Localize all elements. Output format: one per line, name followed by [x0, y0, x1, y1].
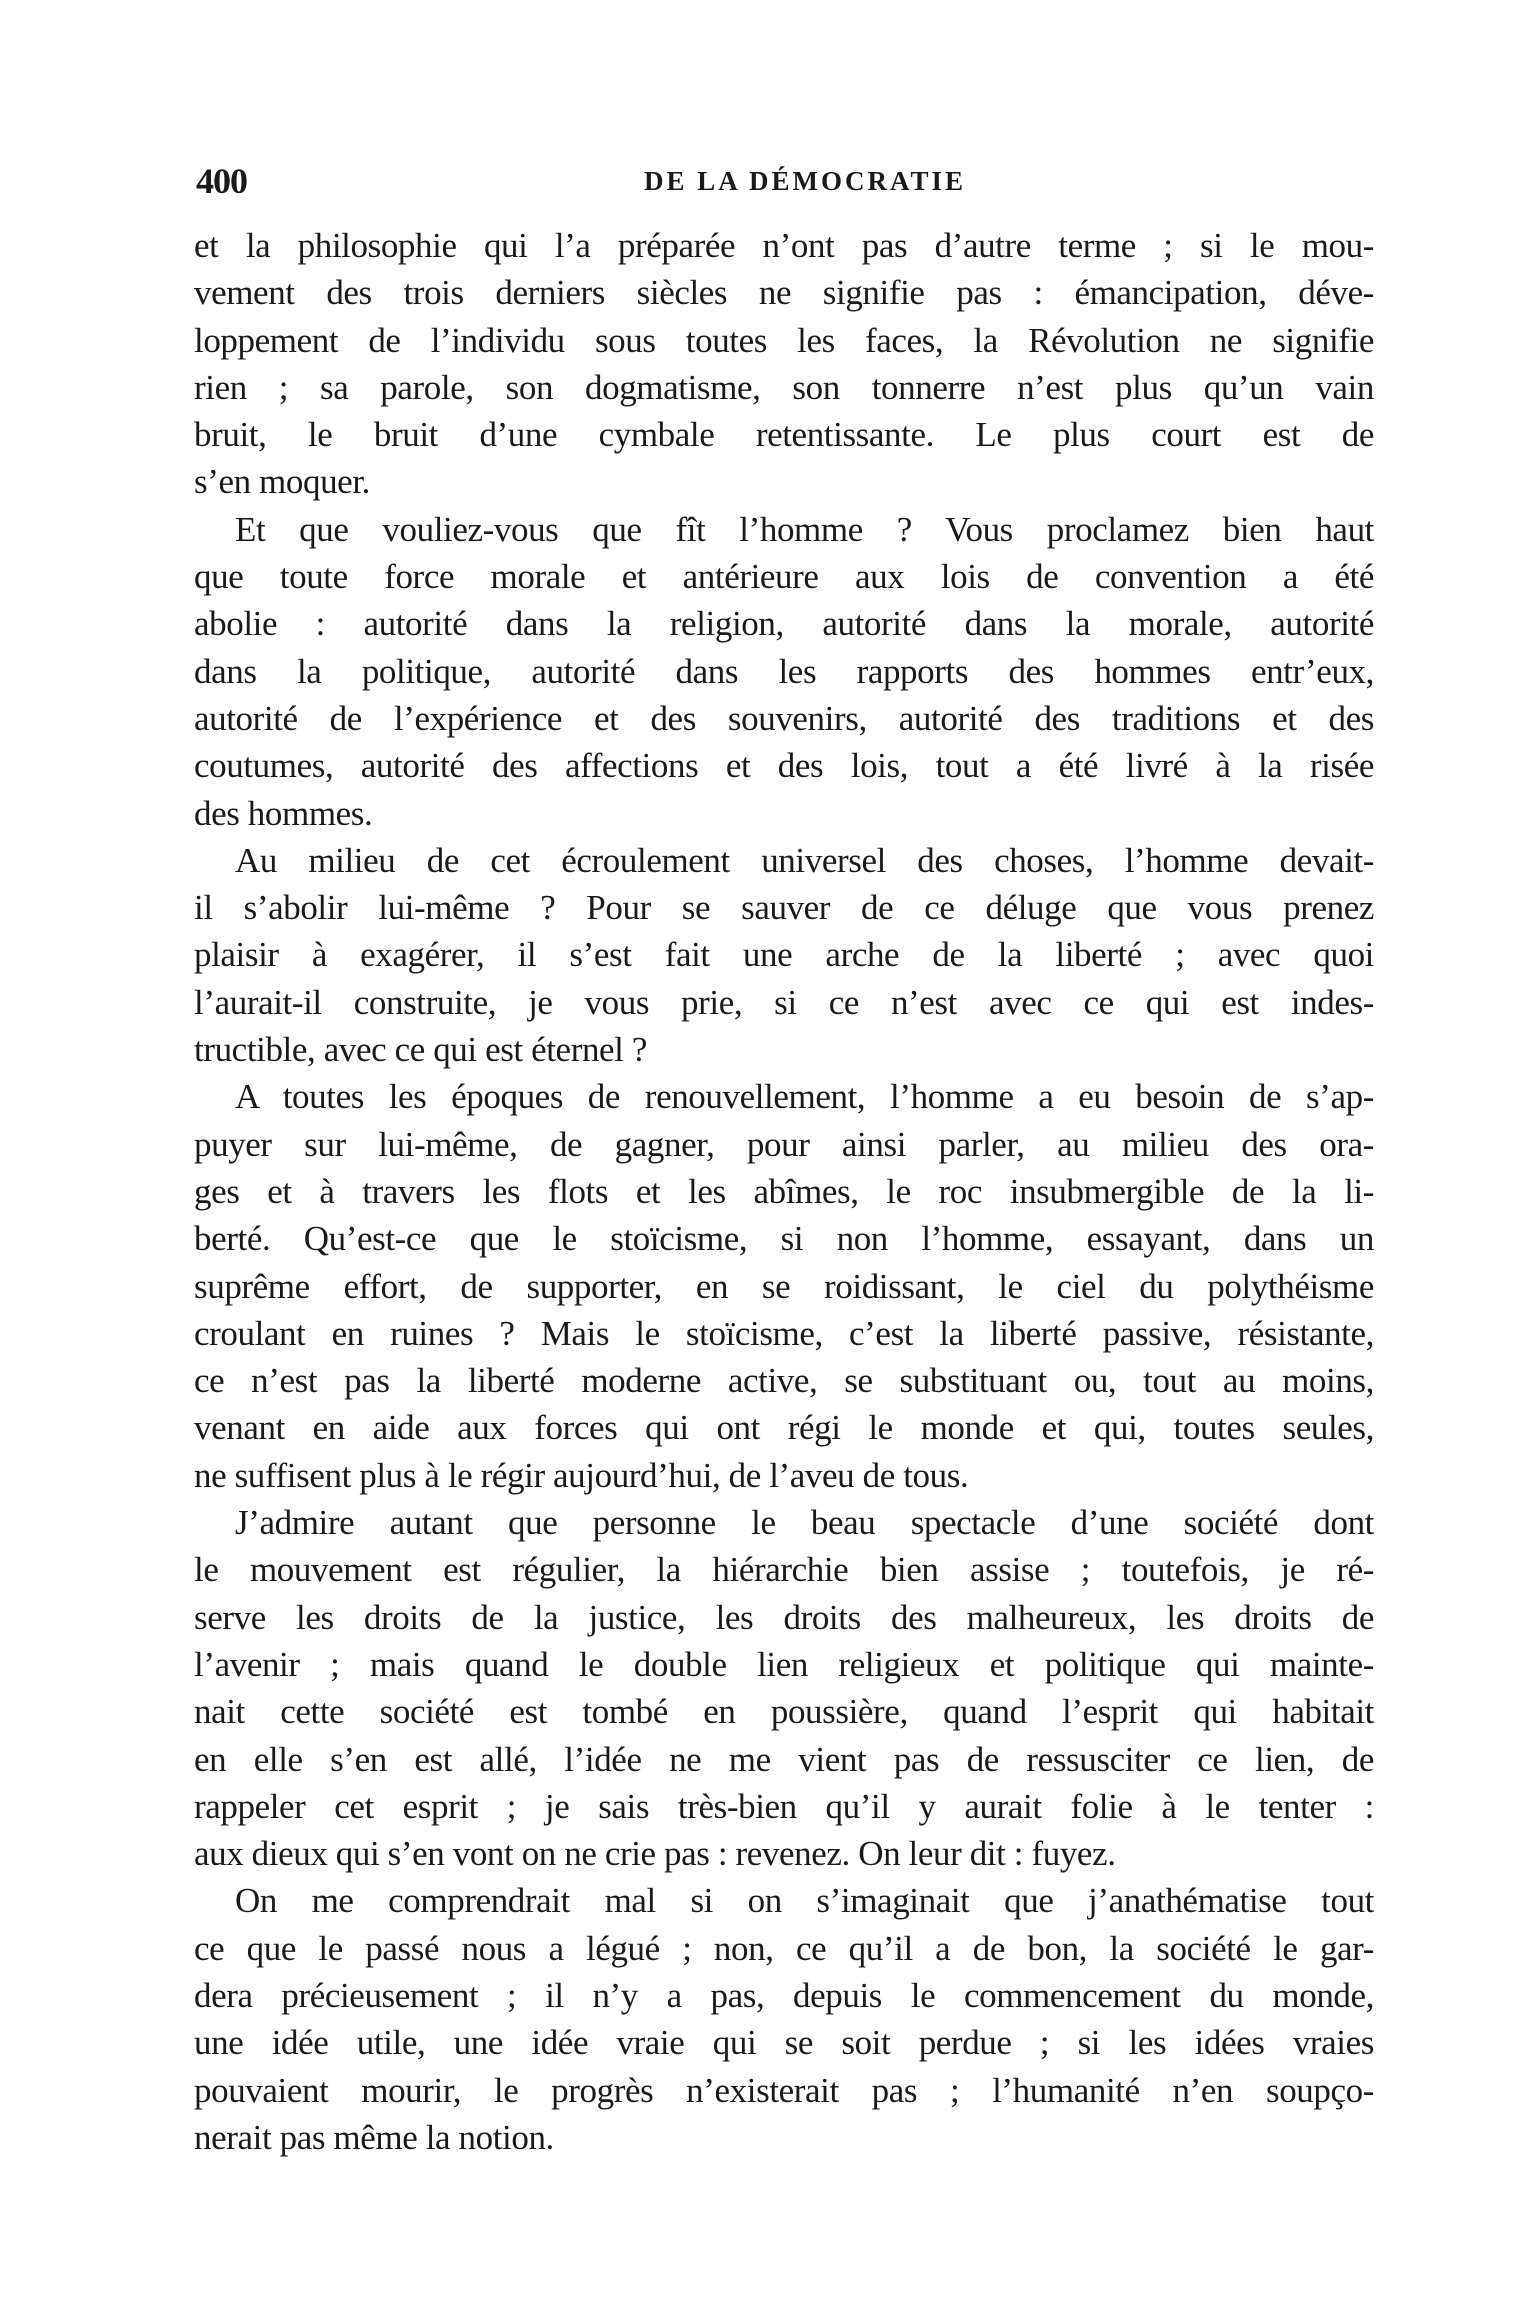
text-line: il s’abolir lui-même ? Pour se sauver de ce déluge que vous prenez [194, 888, 1374, 928]
text-line: suprême effort, de supporter, en se roidissant, le ciel du polythéisme [194, 1266, 1374, 1306]
text-line: serve les droits de la justice, les droits des malheureux, les droits de [194, 1597, 1374, 1637]
text-line: pouvaient mourir, le progrès n’existerait pas ; l’humanité n’en soupço- [194, 2070, 1374, 2110]
text-line: s’en moquer. [194, 462, 370, 502]
text-line: le mouvement est régulier, la hiérarchie bien assise ; toutefois, je ré- [194, 1550, 1374, 1590]
text-line: tructible, avec ce qui est éternel ? [194, 1030, 647, 1070]
page-body [194, 222, 1374, 2161]
text-line: venant en aide aux forces qui ont régi le monde et qui, toutes seules, [194, 1408, 1374, 1448]
text-line: ce n’est pas la liberté moderne active, se substituant ou, tout au moins, [194, 1361, 1374, 1401]
paragraph [194, 506, 1374, 837]
paragraph [194, 837, 1374, 1073]
text-line: abolie : autorité dans la religion, autorité dans la morale, autorité [194, 604, 1374, 644]
text-line: dans la politique, autorité dans les rapports des hommes entr’eux, [194, 651, 1374, 691]
text-line: aux dieux qui s’en vont on ne crie pas : revenez. On leur dit : fuyez. [194, 1834, 1116, 1874]
running-header [196, 160, 1374, 204]
running-title: DE LA DÉMOCRATIE [643, 166, 967, 196]
text-line: croulant en ruines ? Mais le stoïcisme, c’est la liberté passive, résistante, [194, 1313, 1374, 1353]
text-line: ges et à travers les flots et les abîmes, le roc insubmergible de la li- [194, 1171, 1374, 1211]
text-line: nerait pas même la notion. [194, 2117, 554, 2157]
text-line: dera précieusement ; il n’y a pas, depuis le commencement du monde, [194, 1975, 1374, 2015]
text-line: l’avenir ; mais quand le double lien religieux et politique qui mainte- [194, 1644, 1374, 1684]
paragraph [194, 222, 1374, 506]
text-line: coutumes, autorité des affections et des lois, tout a été livré à la risée [194, 746, 1374, 786]
text-line: et la philosophie qui l’a préparée n’ont pas d’autre terme ; si le mou- [194, 226, 1374, 265]
text-line: rien ; sa parole, son dogmatisme, son tonnerre n’est plus qu’un vain [194, 367, 1374, 407]
text-line: que toute force morale et antérieure aux lois de convention a été [194, 557, 1374, 597]
text-line: Et que vouliez-vous que fît l’homme ? Vous proclamez bien haut [235, 509, 1374, 549]
text-line: Au milieu de cet écroulement universel des choses, l’homme devait- [235, 840, 1374, 880]
text-line: J’admire autant que personne le beau spectacle d’une société dont [235, 1503, 1374, 1543]
text-line: A toutes les époques de renouvellement, l’homme a eu besoin de s’ap- [235, 1077, 1374, 1117]
text-line: l’aurait-il construite, je vous prie, si ce n’est avec ce qui est indes- [194, 982, 1374, 1022]
text-line: nait cette société est tombé en poussière, quand l’esprit qui habitait [194, 1692, 1374, 1732]
text-line: autorité de l’expérience et des souvenirs, autorité des traditions et des [194, 698, 1374, 738]
text-line: On me comprendrait mal si on s’imaginait que j’anathématise tout [235, 1881, 1374, 1921]
text-line: bruit, le bruit d’une cymbale retentissante. Le plus court est de [194, 415, 1374, 455]
text-line: puyer sur lui-même, de gagner, pour ainsi parler, au milieu des ora- [194, 1124, 1374, 1164]
paragraph [194, 1499, 1374, 1877]
paragraph [194, 1877, 1374, 2161]
text-line: berté. Qu’est-ce que le stoïcisme, si non l’homme, essayant, dans un [194, 1219, 1374, 1259]
text-line: loppement de l’individu sous toutes les faces, la Révolution ne signifie [194, 320, 1374, 360]
page-number: 400 [196, 161, 247, 201]
text-line: vement des trois derniers siècles ne signifie pas : émancipation, déve- [194, 273, 1374, 313]
text-line: rappeler cet esprit ; je sais très-bien qu’il y aurait folie à le tenter : [194, 1786, 1374, 1826]
paragraph [194, 1073, 1374, 1499]
text-line: en elle s’en est allé, l’idée ne me vient pas de ressusciter ce lien, de [194, 1739, 1374, 1779]
text-line: plaisir à exagérer, il s’est fait une arche de la liberté ; avec quoi [194, 935, 1374, 975]
text-line: des hommes. [194, 793, 373, 833]
text-line: ce que le passé nous a légué ; non, ce qu’il a de bon, la société le gar- [194, 1928, 1374, 1968]
text-line: ne suffisent plus à le régir aujourd’hui, de l’aveu de tous. [194, 1455, 969, 1495]
text-line: une idée utile, une idée vraie qui se soit perdue ; si les idées vraies [194, 2023, 1374, 2063]
